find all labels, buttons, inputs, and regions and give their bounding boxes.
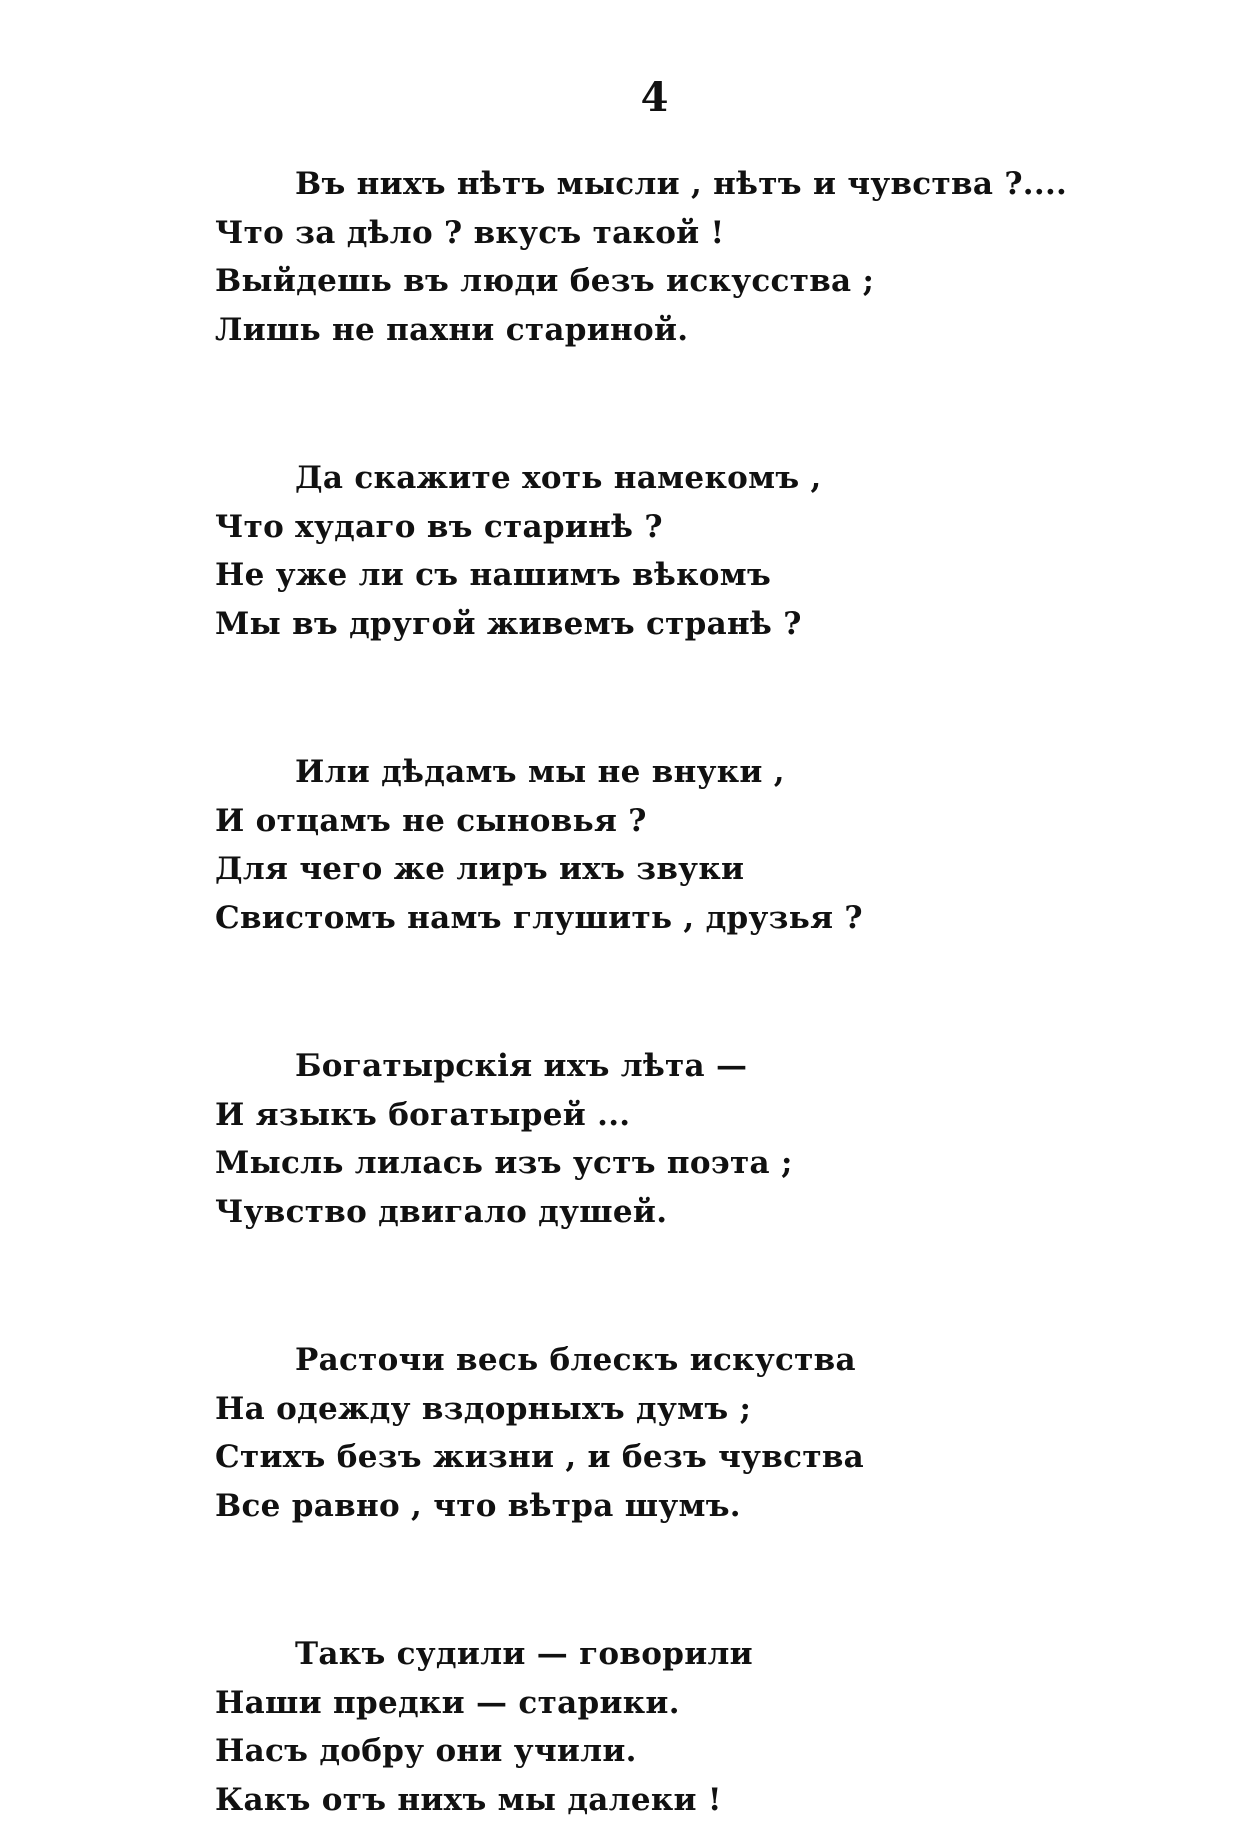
page-number: 4	[0, 78, 1259, 118]
stanza-1	[215, 160, 1115, 354]
stanza-4	[215, 1042, 1115, 1236]
poem-line: Не уже ли съ нашимъ вѣкомъ	[215, 551, 1115, 600]
poem-line: Чувство двигало душей.	[215, 1188, 1115, 1237]
poem-line: Лишь не пахни стариной.	[215, 306, 1115, 355]
poem-line: Свистомъ намъ глушить , друзья ?	[215, 894, 1115, 943]
poem-line: Мы въ другой живемъ странѣ ?	[215, 600, 1115, 649]
poem-line: Да скажите хоть намекомъ ,	[215, 454, 1115, 503]
poem-line: Какъ отъ нихъ мы далеки !	[215, 1776, 1115, 1824]
poem-line: На одежду вздорныхъ думъ ;	[215, 1385, 1115, 1434]
poem-line: Что за дѣло ? вкусъ такой !	[215, 209, 1115, 258]
poem-line: И языкъ богатырей ...	[215, 1091, 1115, 1140]
stanza-5	[215, 1336, 1115, 1530]
poem-line: Такъ судили — говорили	[215, 1630, 1115, 1679]
poem-line: Богатырскія ихъ лѣта —	[215, 1042, 1115, 1091]
stanza-2	[215, 454, 1115, 648]
stanza-6	[215, 1630, 1115, 1824]
poem-line: Стихъ безъ жизни , и безъ чувства	[215, 1433, 1115, 1482]
poem-line: Что худаго въ старинѣ ?	[215, 503, 1115, 552]
poem-line: Наши предки — старики.	[215, 1679, 1115, 1728]
stanza-3	[215, 748, 1115, 942]
poem-line: И отцамъ не сыновья ?	[215, 797, 1115, 846]
poem-line: Мысль лилась изъ устъ поэта ;	[215, 1139, 1115, 1188]
poem-line: Въ нихъ нѣтъ мысли , нѣтъ и чувства ?....	[215, 160, 1115, 209]
poem-line: Для чего же лиръ ихъ звуки	[215, 845, 1115, 894]
poem-line: Выйдешь въ люди безъ искусства ;	[215, 257, 1115, 306]
poem-body	[215, 160, 1115, 1824]
poem-line: Расточи весь блескъ искуства	[215, 1336, 1115, 1385]
poem-line: Все равно , что вѣтра шумъ.	[215, 1482, 1115, 1531]
poem-line: Или дѣдамъ мы не внуки ,	[215, 748, 1115, 797]
poem-line: Насъ добру они учили.	[215, 1727, 1115, 1776]
